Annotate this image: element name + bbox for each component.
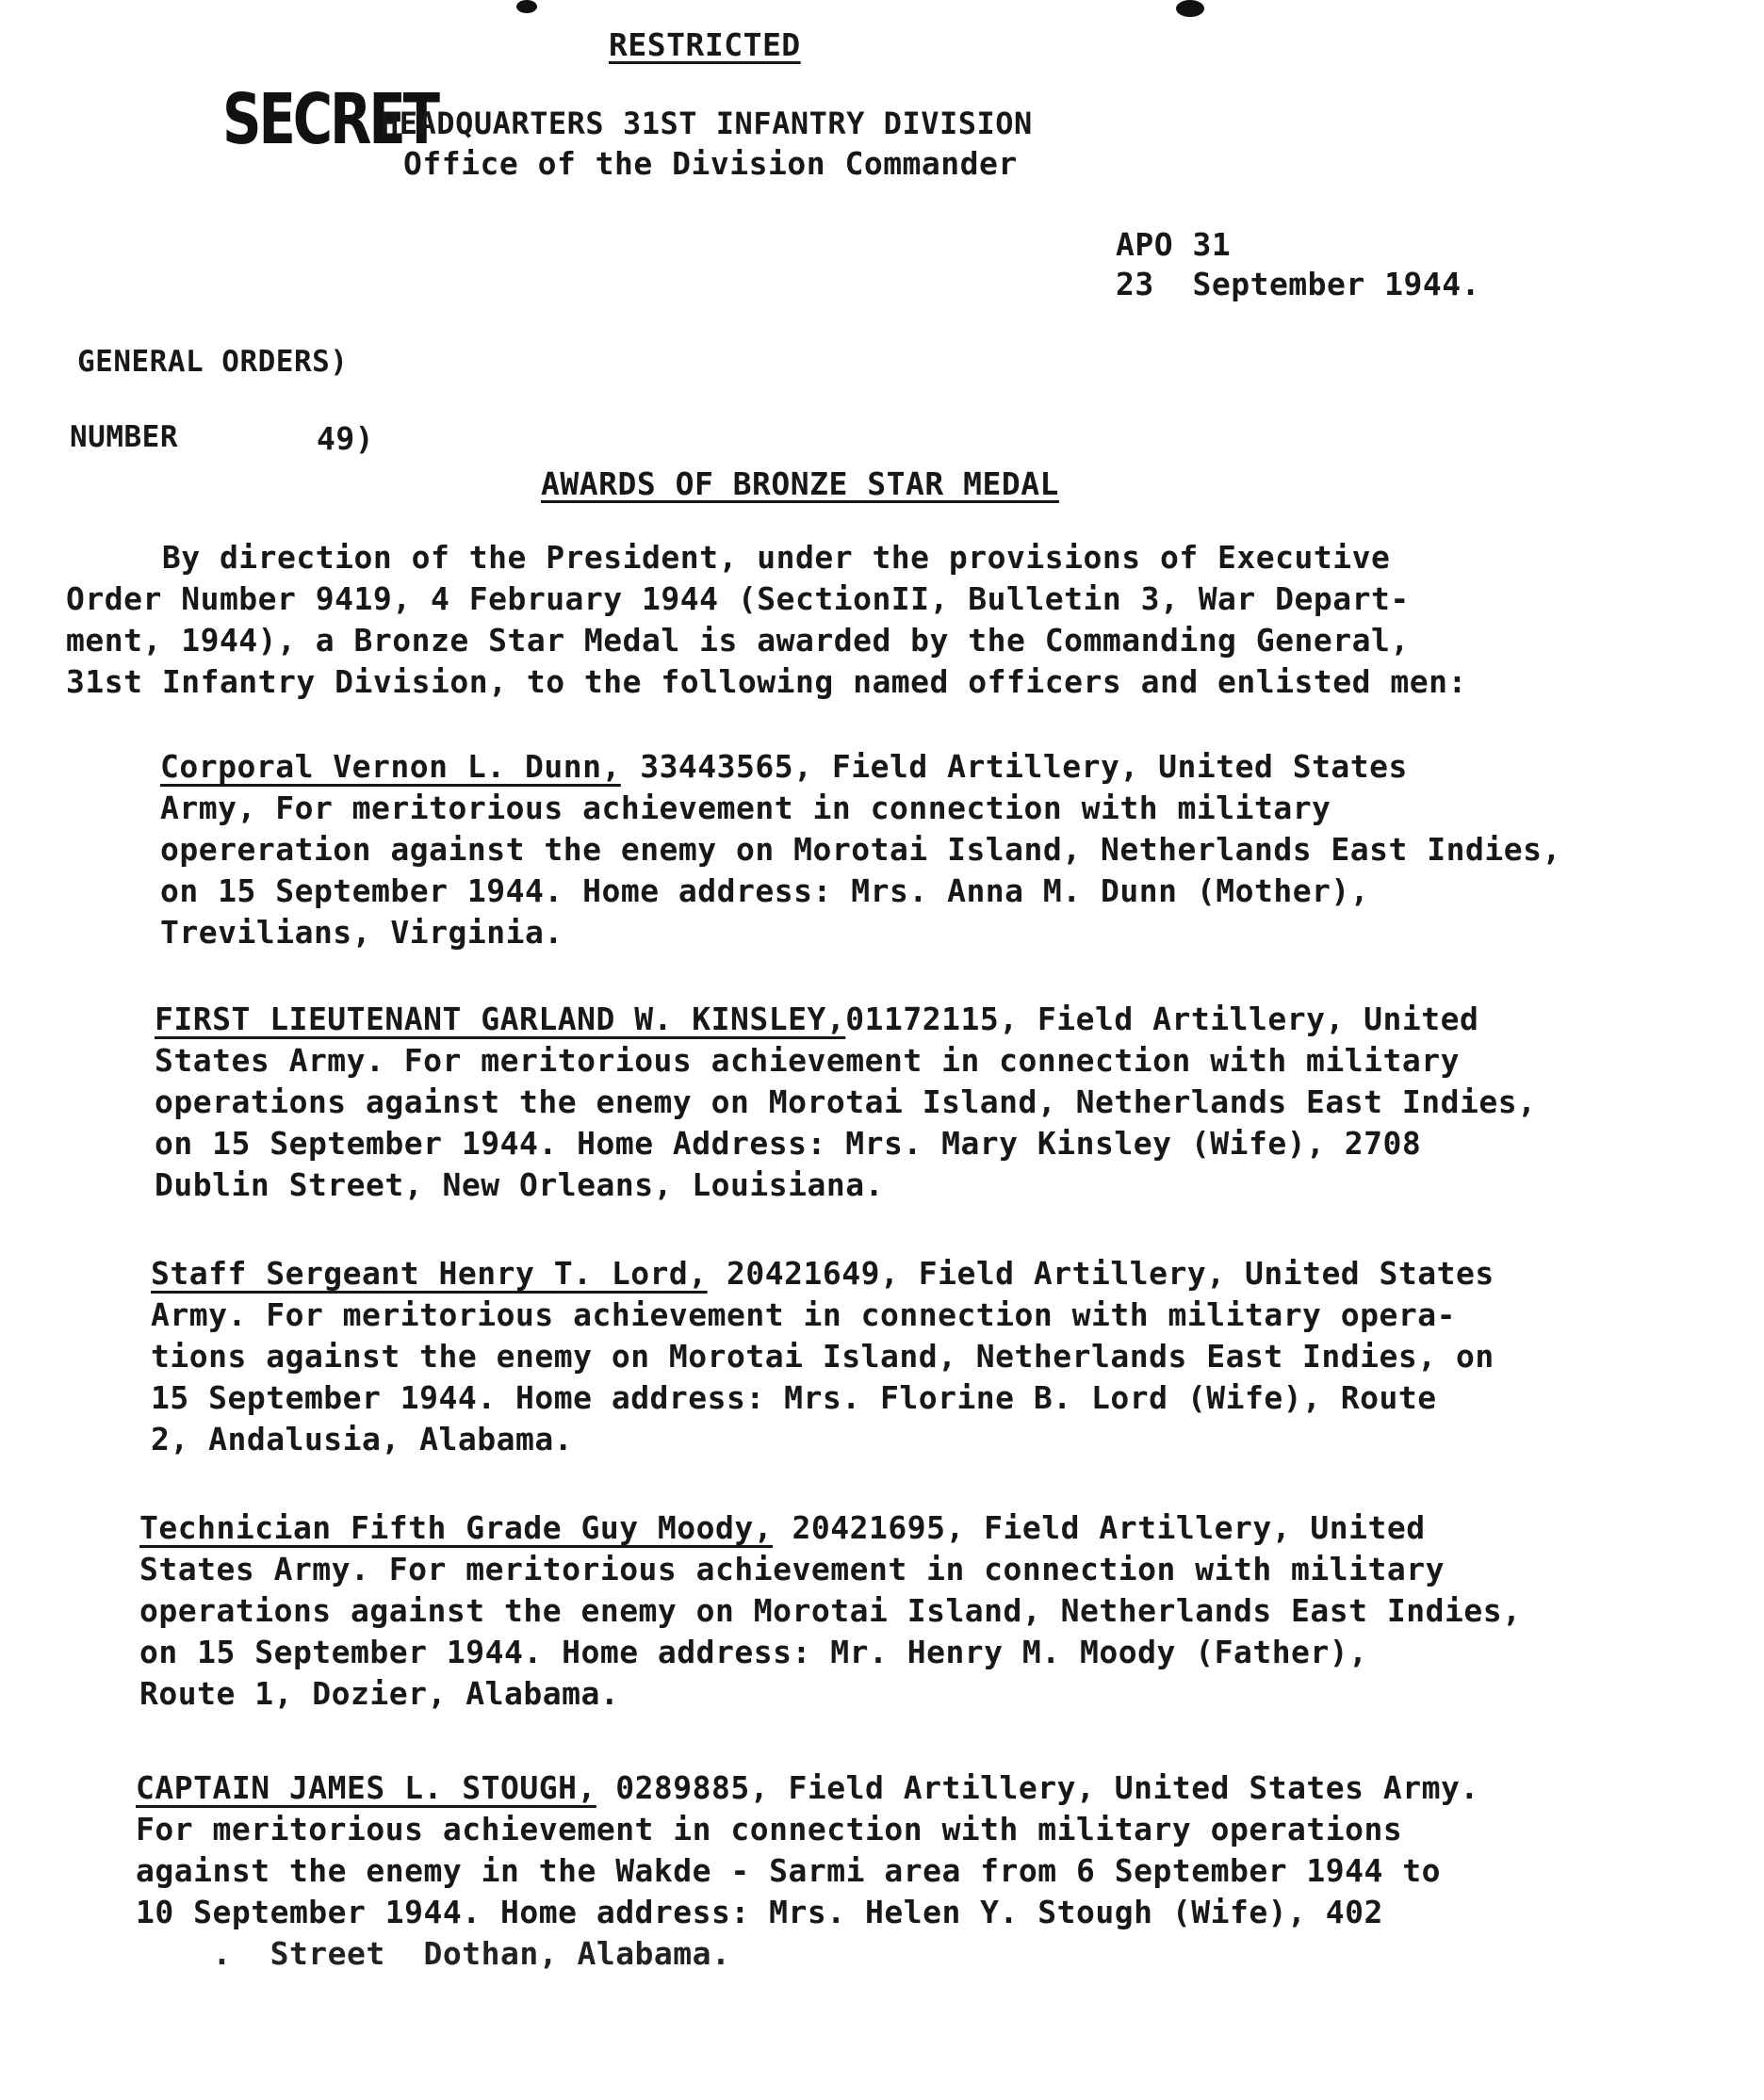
punch-mark-right xyxy=(1176,0,1204,17)
award-first-line xyxy=(160,746,1561,788)
headquarters-line: HEADQUARTERS 31ST INFANTRY DIVISION xyxy=(381,106,1033,141)
award-line: on 15 September 1944. Home address: Mr. Henry M. Moody (Father), xyxy=(139,1634,1368,1670)
intro-paragraph xyxy=(66,539,1467,705)
award-line: on 15 September 1944. Home address: Mrs. Anna M. Dunn (Mother), xyxy=(160,872,1370,909)
award-detail: 33443565, Field Artillery, United States xyxy=(620,748,1408,785)
apo-line: APO 31 xyxy=(1116,226,1232,263)
award-first-line xyxy=(139,1507,1521,1549)
general-orders-label: GENERAL ORDERS) xyxy=(77,345,349,379)
intro-line: By direction of the President, under the provisions of Executive xyxy=(66,539,1391,576)
restricted-label: RESTRICTED xyxy=(609,26,801,63)
number-value: 49) xyxy=(317,420,375,457)
number-label: NUMBER xyxy=(70,420,178,454)
award-detail: 0289885, Field Artillery, United States Army. xyxy=(596,1769,1479,1806)
award-line: Trevilians, Virginia. xyxy=(160,914,564,951)
award-line: 10 September 1944. Home address: Mrs. Helen Y. Stough (Wife), 402 xyxy=(136,1894,1383,1930)
award-line: Dublin Street, New Orleans, Louisiana. xyxy=(155,1166,884,1203)
award-line: Army, For meritorious achievement in connection with military xyxy=(160,790,1331,826)
office-line: Office of the Division Commander xyxy=(403,145,1018,182)
award-detail: 01172115, Field Artillery, United xyxy=(845,1001,1479,1037)
award-line: Army. For meritorious achievement in connection with military opera- xyxy=(151,1296,1457,1333)
document-title: AWARDS OF BRONZE STAR MEDAL xyxy=(541,465,1059,502)
award-detail: 20421695, Field Artillery, United xyxy=(773,1509,1426,1546)
award-line: For meritorious achievement in connection with military operations xyxy=(136,1811,1403,1848)
award-entry xyxy=(160,746,1561,953)
recipient-name: FIRST LIEUTENANT GARLAND W. KINSLEY, xyxy=(155,1001,846,1037)
award-line: on 15 September 1944. Home Address: Mrs. Mary Kinsley (Wife), 2708 xyxy=(155,1125,1422,1162)
award-line: States Army. For meritorious achievement in connection with military xyxy=(155,1042,1461,1079)
punch-mark-left xyxy=(516,0,537,13)
award-detail: 20421649, Field Artillery, United States xyxy=(707,1255,1494,1292)
award-entry xyxy=(151,1253,1494,1460)
recipient-name: Staff Sergeant Henry T. Lord, xyxy=(151,1255,708,1292)
award-line: States Army. For meritorious achievement in connection with military xyxy=(139,1551,1446,1587)
award-line: Route 1, Dozier, Alabama. xyxy=(139,1675,620,1712)
award-first-line xyxy=(151,1253,1494,1294)
award-first-line xyxy=(155,999,1536,1040)
award-line: operations against the enemy on Morotai Island, Netherlands East Indies, xyxy=(139,1592,1522,1629)
recipient-name: Corporal Vernon L. Dunn, xyxy=(160,748,621,785)
intro-line: 31st Infantry Division, to the following named officers and enlisted men: xyxy=(66,663,1467,700)
secret-stamp: SECRET xyxy=(222,79,437,160)
award-line: 2, Andalusia, Alabama. xyxy=(151,1421,574,1457)
intro-line: Order Number 9419, 4 February 1944 (SectionII, Bulletin 3, War Depart- xyxy=(66,580,1410,617)
award-line: operations against the enemy on Morotai Island, Netherlands East Indies, xyxy=(155,1083,1537,1120)
award-entry xyxy=(136,1767,1479,1975)
award-line: 15 September 1944. Home address: Mrs. Florine B. Lord (Wife), Route xyxy=(151,1379,1437,1416)
date-line: 23 September 1944. xyxy=(1116,266,1480,302)
award-line: against the enemy in the Wakde - Sarmi area from 6 September 1944 to xyxy=(136,1852,1442,1889)
award-line: . Street Dothan, Alabama. xyxy=(136,1935,731,1972)
award-entry xyxy=(139,1507,1521,1715)
award-line: opereration against the enemy on Morotai Island, Netherlands East Indies, xyxy=(160,831,1561,868)
recipient-name: Technician Fifth Grade Guy Moody, xyxy=(139,1509,774,1546)
award-first-line xyxy=(136,1767,1479,1809)
award-line: tions against the enemy on Morotai Island, Netherlands East Indies, on xyxy=(151,1338,1494,1375)
award-entry xyxy=(155,999,1536,1206)
recipient-name: CAPTAIN JAMES L. STOUGH, xyxy=(136,1769,596,1806)
intro-line: ment, 1944), a Bronze Star Medal is awarded by the Commanding General, xyxy=(66,622,1410,659)
